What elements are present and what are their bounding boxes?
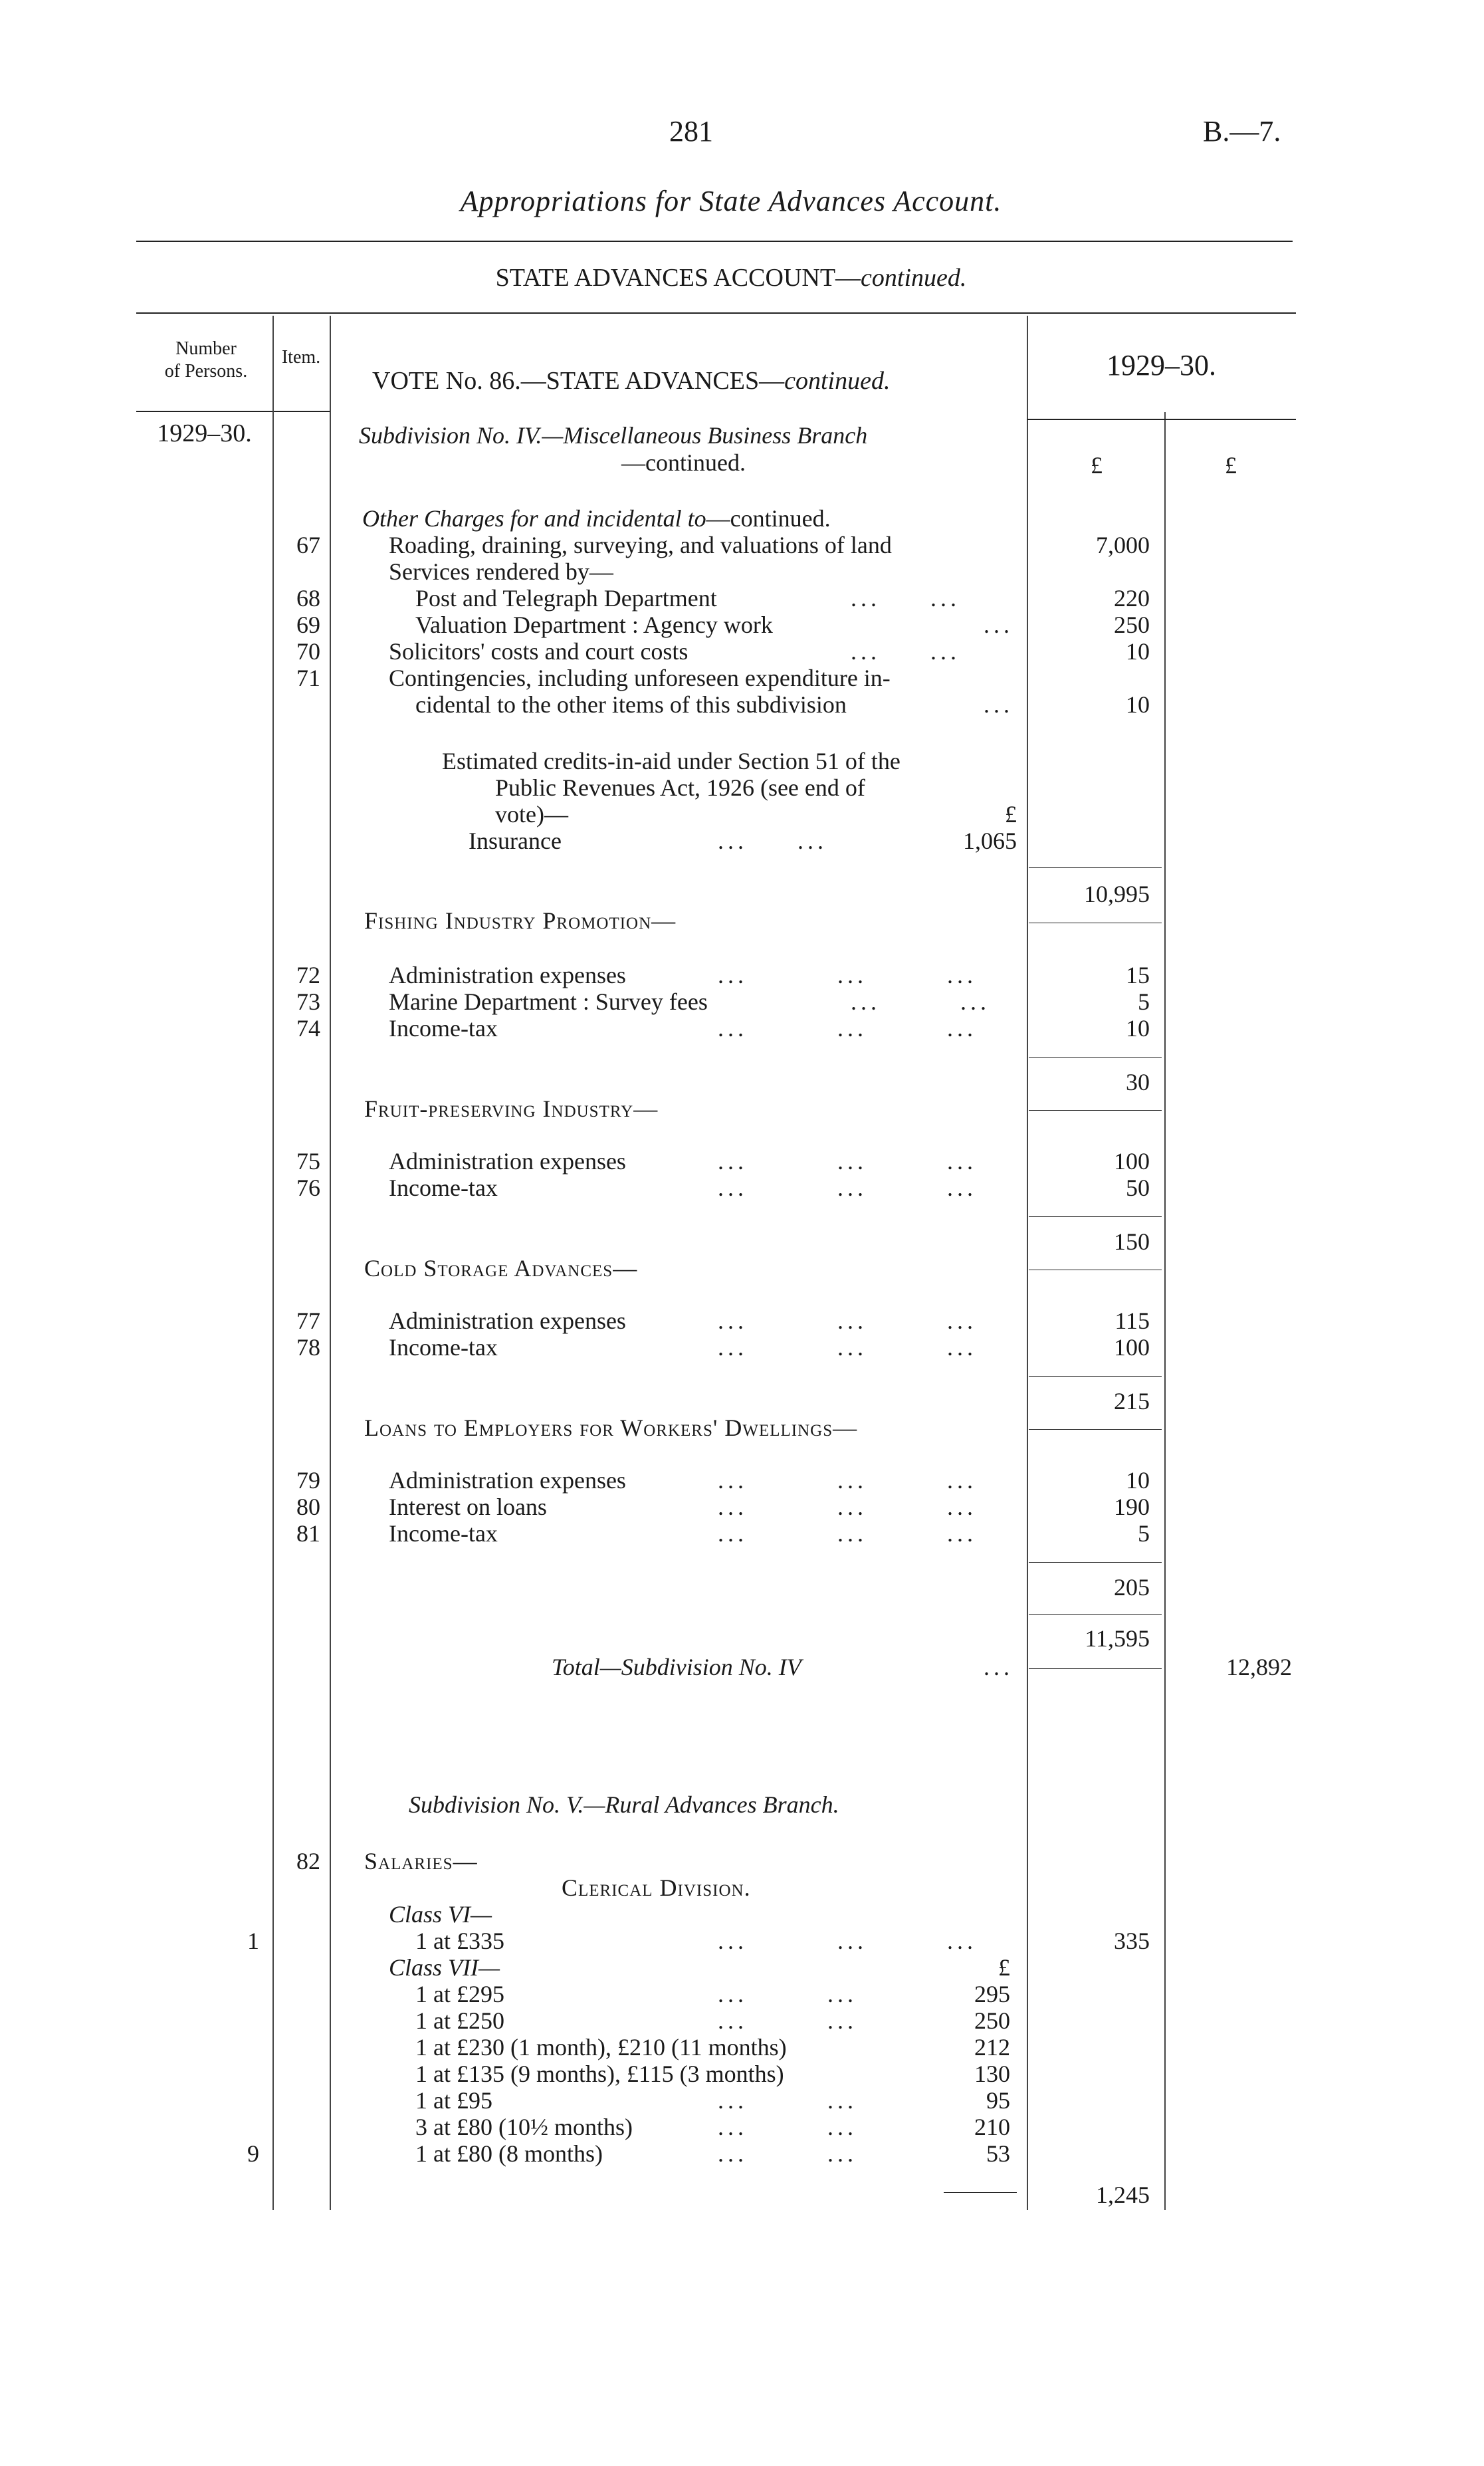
title-rule <box>136 241 1293 242</box>
row-73-desc: Marine Department : Survey fees <box>389 988 708 1015</box>
insurance-dots: ... ... <box>718 828 827 854</box>
loans-rule-bottom <box>1029 1614 1162 1615</box>
row-67-amount: 7,000 <box>1096 532 1150 558</box>
col-head-year: 1929–30. <box>1107 349 1216 382</box>
class7-row-4-value: 130 <box>974 2061 1010 2087</box>
persons-year: 1929–30. <box>157 419 252 447</box>
row-72-dots: ... ... ... <box>718 962 977 988</box>
item-80: 80 <box>296 1494 320 1520</box>
col-head-vote <box>372 368 890 394</box>
total-iv-dots: ... <box>984 1654 1013 1680</box>
row-78-dots: ... ... ... <box>718 1334 977 1361</box>
class7-row-5-value: 95 <box>986 2087 1010 2114</box>
item-74: 74 <box>296 1015 320 1042</box>
head-rule-item <box>274 411 330 412</box>
item-73: 73 <box>296 988 320 1015</box>
row-80-desc: Interest on loans <box>389 1494 547 1520</box>
row-68-dots: ... ... <box>851 585 960 612</box>
class7-row-6-value: 210 <box>974 2114 1010 2140</box>
loans-rule-top <box>1029 1562 1162 1563</box>
credits-line2: Public Revenues Act, 1926 (see end of <box>495 774 865 801</box>
page-title: Appropriations for State Advances Account. <box>460 185 1002 217</box>
loans-heading: Loans to Employers for Workers' Dwellings— <box>364 1414 858 1441</box>
item-77: 77 <box>296 1307 320 1334</box>
row-76-desc: Income-tax <box>389 1175 498 1201</box>
row-80-dots: ... ... ... <box>718 1494 977 1520</box>
cold-rule-bottom <box>1029 1429 1162 1430</box>
class7-total: 1,245 <box>1096 2182 1150 2208</box>
insurance-value: 1,065 <box>963 828 1017 854</box>
class7-row-4: 1 at £135 (9 months), £115 (3 months) <box>415 2061 784 2087</box>
credits-line1: Estimated credits-in-aid under Section 51 of the <box>442 748 901 774</box>
other-charges-cont: —continued. <box>706 505 831 532</box>
class7-pound: £ <box>998 1954 1010 1981</box>
table-top-rule <box>136 312 1296 314</box>
col-divider-item <box>330 316 331 2210</box>
row-78-amount: 100 <box>1114 1334 1150 1361</box>
row-69-amount: 250 <box>1114 612 1150 638</box>
row-76-amount: 50 <box>1126 1175 1150 1201</box>
class7-row-7-dots: ... ... <box>718 2140 857 2167</box>
vote-continued: continued. <box>784 367 891 395</box>
class7-heading: Class VII— <box>389 1954 500 1981</box>
row-71-desc: Contingencies, including unforeseen expenditure in- <box>389 665 891 691</box>
item-68: 68 <box>296 585 320 612</box>
class6-dots: ... ... ... <box>718 1928 977 1954</box>
class7-row-1-value: 295 <box>974 1981 1010 2007</box>
loans-total: 205 <box>1114 1574 1150 1601</box>
class6-persons: 1 <box>247 1928 259 1954</box>
col-head-persons-line1: Number <box>175 338 237 359</box>
col-divider-total <box>1164 412 1166 2210</box>
row-77-dots: ... ... ... <box>718 1307 977 1334</box>
document-code: B.—7. <box>1203 115 1281 148</box>
cold-storage-heading: Cold Storage Advances— <box>364 1255 638 1282</box>
row-68-desc: Post and Telegraph Department <box>415 585 717 612</box>
pound-sign-amount: £ <box>1091 452 1103 479</box>
row-69-dots: ... <box>984 612 1013 638</box>
fishing-heading: Fishing Industry Promotion— <box>364 907 677 934</box>
item-67: 67 <box>296 532 320 558</box>
row-74-desc: Income-tax <box>389 1015 498 1042</box>
row-70-desc: Solicitors' costs and court costs <box>389 638 689 665</box>
item-71: 71 <box>296 665 320 691</box>
row-77-amount: 115 <box>1114 1307 1150 1334</box>
row-71-dots: ... <box>984 691 1013 718</box>
services-heading: Services rendered by— <box>389 558 613 585</box>
row-68-amount: 220 <box>1114 585 1150 612</box>
row-81-dots: ... ... ... <box>718 1520 977 1547</box>
account-continued: continued. <box>861 264 967 292</box>
class7-row-2-value: 250 <box>974 2007 1010 2034</box>
class6-heading: Class VI— <box>389 1901 492 1928</box>
class7-row-2-dots: ... ... <box>718 2007 857 2034</box>
subtotal-rule-top <box>1029 867 1162 868</box>
row-75-dots: ... ... ... <box>718 1148 977 1175</box>
pound-sign-total: £ <box>1225 452 1237 479</box>
col-head-persons-line2: of Persons. <box>164 361 248 382</box>
row-79-desc: Administration expenses <box>389 1467 626 1494</box>
vote-title: VOTE No. 86.—STATE ADVANCES— <box>372 367 785 395</box>
sub4-heading-cont: —continued. <box>621 449 746 476</box>
sub5-heading: Subdivision No. V.—Rural Advances Branch. <box>409 1791 839 1818</box>
row-81-amount: 5 <box>1138 1520 1150 1547</box>
row-77-desc: Administration expenses <box>389 1307 626 1334</box>
item-79: 79 <box>296 1467 320 1494</box>
class7-row-1: 1 at £295 <box>415 1981 504 2007</box>
class7-row-1-dots: ... ... <box>718 1981 857 2007</box>
page-number: 281 <box>669 115 713 148</box>
head-rule-persons <box>136 411 272 412</box>
fishing-total: 30 <box>1126 1069 1150 1095</box>
insurance-label: Insurance <box>469 828 562 854</box>
row-81-desc: Income-tax <box>389 1520 498 1547</box>
item-76: 76 <box>296 1175 320 1201</box>
item-78: 78 <box>296 1334 320 1361</box>
fishing-rule-bottom <box>1029 1110 1162 1111</box>
head-rule-amounts <box>1027 419 1296 420</box>
fruit-rule-top <box>1029 1216 1162 1217</box>
cold-rule-top <box>1029 1376 1162 1377</box>
item-70: 70 <box>296 638 320 665</box>
credits-line3: vote)— <box>495 801 568 828</box>
grand-subtotal: 11,595 <box>1085 1625 1150 1652</box>
salaries-heading: Salaries— <box>364 1848 478 1874</box>
row-71-amount: 10 <box>1126 691 1150 718</box>
credits-pound: £ <box>1005 801 1017 828</box>
account-name: STATE ADVANCES ACCOUNT— <box>495 264 861 292</box>
row-76-dots: ... ... ... <box>718 1175 977 1201</box>
row-72-desc: Administration expenses <box>389 962 626 988</box>
item-72: 72 <box>296 962 320 988</box>
class7-row-7: 1 at £80 (8 months) <box>415 2140 603 2167</box>
class7-row-2: 1 at £250 <box>415 2007 504 2034</box>
cold-total: 215 <box>1114 1388 1150 1414</box>
class7-row-6-dots: ... ... <box>718 2114 857 2140</box>
class7-row-7-value: 53 <box>986 2140 1010 2167</box>
other-charges-label: Other Charges for and incidental to <box>362 505 706 532</box>
row-75-amount: 100 <box>1114 1148 1150 1175</box>
row-79-dots: ... ... ... <box>718 1467 977 1494</box>
clerical-division-heading: Clerical Division. <box>562 1874 751 1901</box>
fruit-total: 150 <box>1114 1228 1150 1255</box>
col-head-item: Item. <box>281 347 321 368</box>
grand-subtotal-rule <box>1029 1668 1162 1669</box>
row-67-desc: Roading, draining, surveying, and valuations of land <box>389 532 892 558</box>
row-69-desc: Valuation Department : Agency work <box>415 612 773 638</box>
row-78-desc: Income-tax <box>389 1334 498 1361</box>
item-81: 81 <box>296 1520 320 1547</box>
row-72-amount: 15 <box>1126 962 1150 988</box>
row-80-amount: 190 <box>1114 1494 1150 1520</box>
row-74-dots: ... ... ... <box>718 1015 977 1042</box>
total-subdivision-iv-label: Total—Subdivision No. IV <box>552 1654 801 1680</box>
sub4-heading: Subdivision No. IV.—Miscellaneous Business Branch <box>359 422 868 449</box>
row-75-desc: Administration expenses <box>389 1148 626 1175</box>
class7-persons: 9 <box>247 2140 259 2167</box>
class7-row-3: 1 at £230 (1 month), £210 (11 months) <box>415 2034 787 2061</box>
row-71-desc-cont: cidental to the other items of this subdivision <box>415 691 847 718</box>
item-82: 82 <box>296 1848 320 1874</box>
class6-row: 1 at £335 <box>415 1928 504 1954</box>
col-head-persons <box>140 338 272 383</box>
other-charges-heading <box>362 505 831 532</box>
row-73-amount: 5 <box>1138 988 1150 1015</box>
row-79-amount: 10 <box>1126 1467 1150 1494</box>
fishing-rule-top <box>1029 1057 1162 1058</box>
class6-amount: 335 <box>1114 1928 1150 1954</box>
item-75: 75 <box>296 1148 320 1175</box>
class7-row-6: 3 at £80 (10½ months) <box>415 2114 633 2140</box>
class7-row-5: 1 at £95 <box>415 2087 492 2114</box>
fruit-heading: Fruit-preserving Industry— <box>364 1095 659 1122</box>
class7-row-3-value: 212 <box>974 2034 1010 2061</box>
row-73-dots: ... ... <box>851 988 990 1015</box>
class7-row-5-dots: ... ... <box>718 2087 857 2114</box>
account-heading <box>332 265 1130 291</box>
class7-sum-rule <box>944 2192 1017 2193</box>
row-70-dots: ... ... <box>851 638 960 665</box>
row-70-amount: 10 <box>1126 638 1150 665</box>
item-69: 69 <box>296 612 320 638</box>
row-74-amount: 10 <box>1126 1015 1150 1042</box>
subtotal-other-charges: 10,995 <box>1084 881 1150 907</box>
total-subdivision-iv-value: 12,892 <box>1226 1654 1292 1680</box>
